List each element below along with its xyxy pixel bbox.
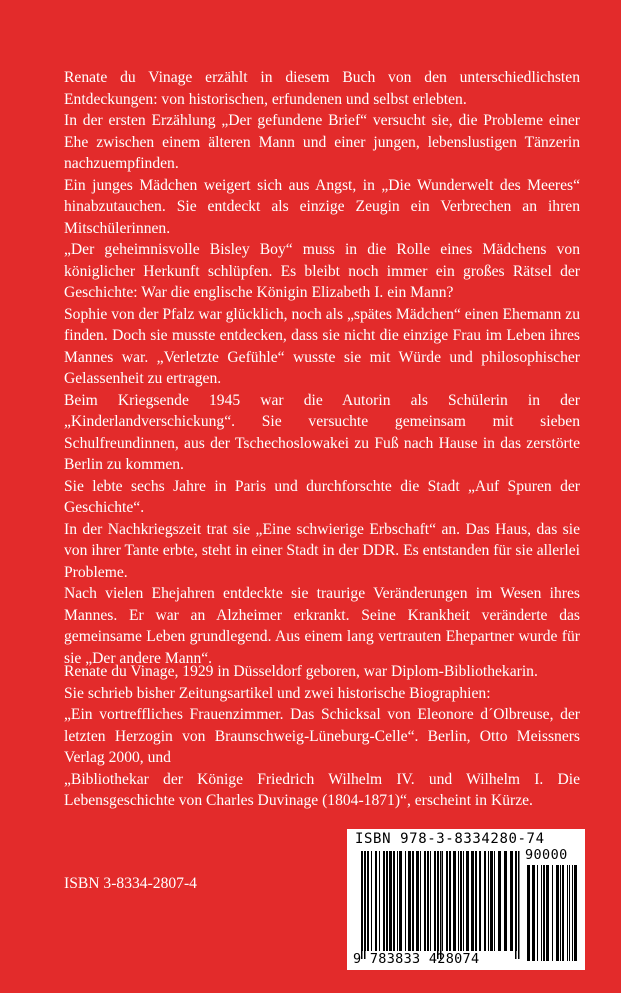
barcode-bar [430,851,431,951]
barcode-bar [371,851,372,951]
barcode-bar [572,865,573,961]
barcode-guard-bar [440,851,442,959]
barcode-guard-bar [364,851,366,959]
author-bio-line: „Ein vortreffliches Frauenzimmer. Das Schicksal von Eleonore d´Olbreuse, der letzten Herzogin von Braunschweig-Lüneburg-Celle“. Berlin, Otto Meissners Verlag 2000, und [64,706,580,766]
barcode-bar [424,851,426,951]
barcode-bar [527,865,530,961]
barcode-bar [490,851,493,951]
blurb-paragraph: Nach vielen Ehejahren entdeckte sie traurige Veränderungen im Wesen ihres Mannes. Er war an Alzheimer erkrankt. Seine Krankheit veränderte das gemeinsame Leben grundlegend. Aus einem lang vertrauten Ehepartner wurde für sie „Der andere Mann“. [64,585,580,667]
barcode-main-digits: 9 783833 428074 [353,951,480,967]
author-bio [64,661,580,812]
barcode-bar [556,865,559,961]
barcode-bar [434,851,436,951]
barcode-guard-bar [361,851,363,959]
barcode-bar [416,851,419,951]
barcode-bar [484,851,486,951]
barcode-bar [408,851,411,951]
barcode-bar [488,851,489,951]
blurb-paragraph: Sie lebte sechs Jahre in Paris und durchforschte die Stadt „Auf Spuren der Geschichte“. [64,477,580,516]
blurb-paragraph: Beim Kriegsende 1945 war die Autorin als Schülerin in der „Kinderlandverschickung“. Sie versuchte gemeinsam mit sieben Schulfreundinnen, aus der Tschechoslowakei zu Fuß nach Hause in das zerstörte Berlin zu kommen. [64,391,580,473]
barcode-bar [449,851,451,951]
barcode-bar [552,865,553,961]
blurb-paragraph: Ein junges Mädchen weigert sich aus Angst, in „Die Wunderwelt des Meeres“ hinabzutauchen. Sie entdeckt als einzige Zeugin ein Verbrechen an ihren Mitschülerinnen. [64,176,580,237]
barcode-guard-bar [518,851,520,959]
barcode-bar [504,851,507,951]
barcode-bar [537,865,538,961]
barcode-bar [546,865,549,961]
barcode-bar [494,851,495,951]
barcode-bar [569,865,570,961]
barcode-bar [375,851,377,951]
barcode-bar [466,851,469,951]
barcode-bar [475,851,477,951]
barcode-bar [405,851,406,951]
blurb-paragraph: Renate du Vinage erzählt in diesem Buch von den unterschiedlichsten Entdeckungen: von historischen, erfundenen und selbst erlebten. [64,69,580,108]
barcode-bar [562,865,564,961]
barcode-bar [574,865,577,961]
barcode-bar [541,865,542,961]
barcode-bar [567,865,568,961]
isbn-text: ISBN 3-8334-2807-4 [64,875,197,892]
barcode-bar [471,851,474,951]
barcode-bar [498,851,501,951]
blurb-paragraph: „Der geheimnisvolle Bisley Boy“ muss in die Rolle eines Mädchens von königlicher Herkunft schlüpfen. Es bleibt noch immer ein großes Rätsel der Geschichte: War die englische Königin Elizabeth I. ein Mann? [64,241,580,301]
barcode-bar [427,851,429,951]
blurb-paragraph: In der Nachkriegszeit trat sie „Eine schwierige Erbschaft“ an. Das Haus, das sie von ihrer Tante erbte, steht in einer Stadt in der DDR. Es entstanden für sie allerlei Probleme. [64,520,580,581]
barcode-bar [532,865,535,961]
barcode [347,829,585,970]
barcode-bar [386,851,388,951]
barcode-bar [446,851,448,951]
blurb-text [64,67,580,669]
barcode-guard-bar [515,851,517,959]
blurb-paragraph: In der ersten Erzählung „Der gefundene Brief“ versucht sie, die Probleme einer Ehe zwischen einem älteren Mann und einer jungen, lebenslustigen Tänzerin nachzuempfinden. [64,112,580,172]
author-bio-line: „Bibliothekar der Könige Friedrich Wilhelm IV. und Wilhelm I. Die Lebensgeschichte von Charles Duvinage (1804-1871)“, erscheint in Kürze. [64,770,580,809]
barcode-bar [460,851,462,951]
barcode-guard-bar [437,851,439,959]
barcode-bar [560,865,561,961]
barcode-isbn-label: ISBN 978-3-8334280-74 [355,831,545,847]
barcode-bar [510,851,513,951]
barcode-bar [453,851,456,951]
barcode-bar [367,851,369,951]
barcode-bar [412,851,414,951]
barcode-bar [393,851,395,951]
barcode-bar [397,851,398,951]
barcode-addon-digits: 90000 [525,847,568,863]
barcode-bar [463,851,464,951]
barcode-bar [420,851,421,951]
barcode-bar [543,865,545,961]
barcode-bar [442,851,443,951]
barcode-bar [479,851,481,951]
author-bio-line: Sie schrieb bisher Zeitungsartikel und zwei historische Biographien: [64,684,491,702]
barcode-bar [399,851,402,951]
barcode-bar [383,851,385,951]
barcode-bar [379,851,380,951]
author-bio-line: Renate du Vinage, 1929 in Düsseldorf geboren, war Diplom-Bibliothekarin. [64,663,538,680]
blurb-paragraph: Sophie von der Pfalz war glücklich, noch als „spätes Mädchen“ einen Ehemann zu finden. Doch sie musste entdecken, dass sie nicht die einzige Frau im Leben ihres Mannes war. „Verletzte Gefühle“ wusste sie mit Würde und philosophischer Gelassenheit zu ertragen. [64,305,580,387]
barcode-bar [458,851,459,951]
barcode-bar [389,851,392,951]
